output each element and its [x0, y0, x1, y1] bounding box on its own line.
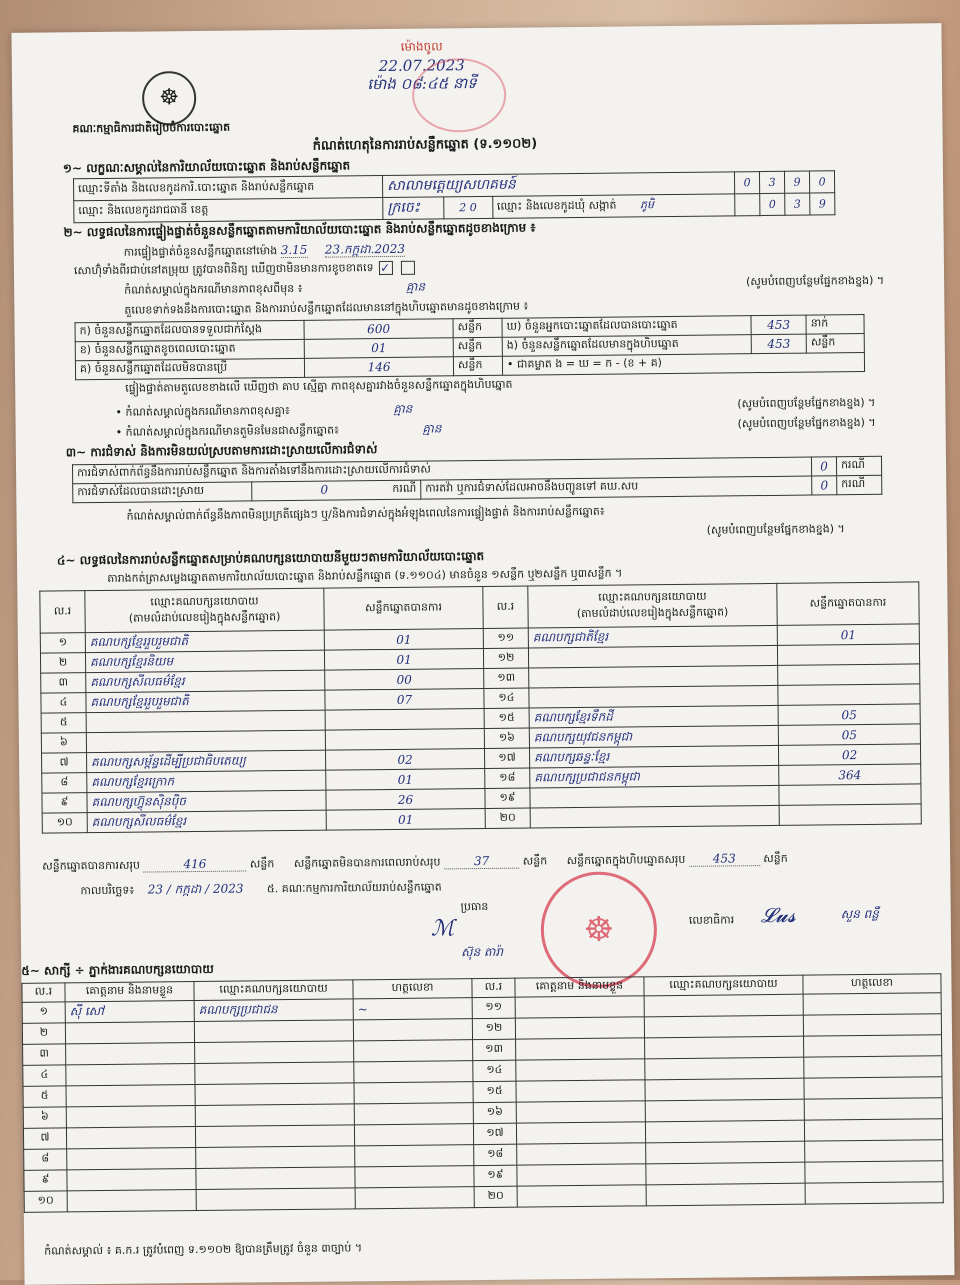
- witness-name: [516, 1080, 645, 1102]
- party-name: គណបក្សខ្មែរក្រោក: [87, 770, 326, 793]
- fig-e-unit: សន្លឹក: [806, 333, 864, 353]
- row-number: ២: [40, 653, 85, 673]
- witness-name: [67, 1148, 196, 1170]
- fig-c-unit: សន្លឹក: [453, 356, 502, 376]
- row-number: ១៧: [484, 748, 529, 768]
- witness-signature: [354, 1061, 473, 1083]
- party-votes: 01: [777, 624, 919, 645]
- row-number: ២០: [485, 808, 530, 828]
- col-party-sub: (តាមលំដាប់លេខរៀងក្នុងសន្លឹកឆ្នោត): [128, 609, 281, 625]
- bullet1-fill: (សូមបំពេញបន្ថែមផ្នែកខាងខ្នង) ។: [737, 395, 876, 411]
- commune-digit: 0: [760, 193, 785, 215]
- committee-label: ៥. គណៈកម្មការការិយាល័យរាប់សន្លឹកឆ្នោត: [266, 880, 442, 896]
- fig-d-label: ឃ) ចំនួនអ្នកបោះឆ្នោតដែលបានបោះឆ្នោត: [502, 316, 751, 338]
- row-number: ១៥: [484, 708, 529, 728]
- col-votes-right: សន្លឹកឆ្នោតបានការ: [777, 582, 919, 625]
- witness-name: [66, 1085, 195, 1107]
- col-party-title: ឈ្មោះគណបក្សនយោបាយ: [150, 593, 259, 608]
- party-name: គណបក្សខ្មែររួបរួមជាតិ: [85, 630, 324, 653]
- party-votes: 02: [778, 744, 920, 765]
- row-number: ៨: [42, 773, 87, 793]
- province-digit: 0: [469, 201, 477, 215]
- party-name: [530, 785, 779, 808]
- row-number: ៧: [23, 1128, 66, 1149]
- form-paper: [11, 23, 954, 1285]
- fig-e-label: ង) ចំនួនសន្លឹកឆ្នោតដែលមានក្នុងហិបឆ្នោត: [502, 335, 751, 357]
- obj-row2-value: [252, 480, 421, 501]
- witness-name: [516, 1122, 645, 1144]
- party-name: គណបក្សសីលធម៌ខ្មែរ: [86, 670, 325, 693]
- total-valid-label: សន្លឹកឆ្នោតបានការសរុប: [42, 858, 141, 873]
- witness-signature: [804, 1098, 942, 1120]
- fig-d-unit: នាក់: [806, 314, 864, 334]
- party-name: [86, 730, 325, 753]
- party-name: [528, 645, 777, 668]
- row-number: ៦: [23, 1107, 66, 1128]
- verify-time: 3.15: [280, 242, 308, 258]
- party-votes: 26: [326, 788, 485, 810]
- col-party: [85, 588, 324, 633]
- row1-value: សាលាមត្តេយ្យសហគមន៍: [382, 172, 734, 198]
- witness-signature: [804, 1077, 942, 1099]
- bullet1-label: • កំណត់សម្គាល់ក្នុងករណីមានភាពខុសគ្នា៖: [115, 404, 290, 419]
- col-no: ល.រ: [40, 591, 85, 633]
- w-col-sig: ហត្ថលេខា: [353, 979, 472, 999]
- witness-name: [516, 1101, 645, 1123]
- party-votes: 01: [326, 768, 485, 790]
- total-invalid: 37: [444, 854, 519, 870]
- obj-row1-value: 0: [812, 457, 837, 476]
- row-number: ៧: [42, 753, 87, 773]
- party-votes: [777, 644, 919, 665]
- row-number: ១៣: [473, 1039, 516, 1060]
- witness-party: [646, 1183, 805, 1206]
- top-seal: [412, 58, 507, 133]
- seal-center-icon: ☸: [583, 909, 615, 950]
- commune-digit: 3: [785, 193, 810, 215]
- party-name: គណបក្សខ្មែរនិយម: [85, 650, 324, 673]
- fig-formula: • ជាគម្លាត ង = ឃ = ក - (ខ + គ): [502, 352, 864, 375]
- row-number: ៩: [42, 793, 87, 813]
- witness-table: [21, 973, 943, 1213]
- obj-row1-label: ការជំទាស់ពាក់ព័ន្ធនឹងការរាប់សន្លឹកឆ្នោត និងការតាំងទៅនឹងការដោះស្រាយលើការជំទាស់: [72, 457, 811, 484]
- party-name: គណបក្សហ៊្វុនស៊ិនប៉ិច: [87, 790, 326, 813]
- commune-code-blank: [735, 194, 760, 216]
- bullet1-value: គ្មាន: [393, 401, 413, 416]
- stamp-line1: ម៉ោង​ចូល: [400, 39, 443, 54]
- row-number: ១៩: [485, 788, 530, 808]
- row-number: ១០: [24, 1191, 67, 1212]
- code-digit: 0: [734, 172, 759, 194]
- witness-name: [517, 1164, 646, 1186]
- party-votes: [778, 664, 920, 685]
- witness-signature: [805, 1182, 943, 1204]
- section1-table: [73, 170, 835, 223]
- witness-signature: [355, 1166, 474, 1188]
- total-box-label: សន្លឹកឆ្នោតក្នុងហិបឆ្នោតសរុប: [566, 852, 686, 868]
- party-votes: 07: [325, 688, 484, 710]
- witness-signature: [803, 1014, 941, 1036]
- fig-a-unit: សន្លឹក: [453, 318, 502, 338]
- w-col-name: គោត្តនាម និងនាមខ្លួន: [65, 982, 194, 1002]
- witness-signature: [803, 993, 941, 1015]
- compare-text: ផ្ទៀងផ្ទាត់តាមតួលេខខាងលើ ឃើញថា គាប ស្មើគ្នា ភាពខុសគ្នារវាងចំនួនសន្លឹកឆ្នោតក្នុងហិបឆ្នោត: [125, 377, 513, 395]
- w-col-party: ឈ្មោះគណបក្សនយោបាយ: [194, 980, 353, 1001]
- bullet2-label: • កំណត់សម្គាល់ក្នុងករណីមានតួមិនមែនជាសន្លឹកឆ្នោត៖: [115, 423, 339, 439]
- party-name: [529, 685, 778, 708]
- row-number: ១២: [472, 1018, 515, 1039]
- row-number: ៦: [41, 733, 86, 753]
- row-number: ១៩: [474, 1165, 517, 1186]
- commune-label: ឈ្មោះ និងលេខកូដឃុំ សង្កាត់: [496, 198, 617, 213]
- witness-party: [194, 1020, 353, 1043]
- witness-party: គណបក្សប្រជាជន: [194, 999, 353, 1022]
- obj-row2-unit2: ករណី: [837, 475, 882, 494]
- diff-note-value: គ្មាន: [405, 279, 426, 294]
- fig-a-label: ក) ចំនួនសន្លឹកឆ្នោតដែលបានទទួលជាក់ស្តែង: [75, 320, 304, 341]
- witness-signature: [804, 1056, 942, 1078]
- totals-line: [42, 849, 922, 875]
- witness-party: [195, 1104, 354, 1127]
- row-number: ១៨: [485, 768, 530, 788]
- col-party-title-right: ឈ្មោះគណបក្សនយោបាយ: [598, 589, 707, 604]
- row-number: ១១: [483, 628, 528, 648]
- dated-label: កាលបរិច្ឆេទ៖: [80, 883, 135, 898]
- col-party-sub-right: (តាមលំដាប់លេខរៀងក្នុងសន្លឹកឆ្នោត): [576, 604, 729, 620]
- witness-signature: [805, 1140, 943, 1162]
- commission-name: គណៈកម្មាធិការជាតិរៀបចំការបោះឆ្នោត: [72, 120, 231, 136]
- party-name: គណបក្សខ្មែររួបរួមជាតិ: [86, 690, 325, 713]
- witness-signature: [354, 1103, 473, 1125]
- row1-label: ឈ្មោះទីតាំង និងលេខកូដការិ.បោះឆ្នោត និងរាប់សន្លឹកឆ្នោត: [74, 176, 383, 201]
- col-party-right: [528, 583, 777, 628]
- witness-signature: [355, 1145, 474, 1167]
- row-number: ១៦: [473, 1102, 516, 1123]
- stamp-time: ម៉ោង ០៨:៤៥ នាទី: [367, 74, 477, 94]
- witness-party: [646, 1141, 805, 1164]
- obj-row1-unit: ករណី: [836, 456, 881, 475]
- footer-note: កំណត់សម្គាល់ ៖ គ.ក.រ ត្រូវបំពេញ ទ.១១០២ ឱ្យបានត្រឹមត្រូវ ចំនួន ៣ច្បាប់ ។: [44, 1241, 363, 1258]
- row-number: ១៦: [484, 728, 529, 748]
- commission-logo: ☸: [142, 71, 197, 126]
- witness-name: [66, 1043, 195, 1065]
- witness-party: [645, 1057, 804, 1080]
- code-digit: 3: [759, 171, 784, 193]
- witness-signature: [355, 1187, 474, 1209]
- witness-name: [67, 1190, 196, 1212]
- official-seal: [540, 871, 657, 988]
- verify-date: 23.កក្កដា.2023: [324, 241, 406, 257]
- party-name: គណបក្សសម្ព័ន្ធដើម្បីប្រជាធិបតេយ្យ: [87, 750, 326, 773]
- secretary-title: លេខាធិការ: [688, 913, 735, 927]
- row2-label2: [492, 194, 735, 219]
- witness-signature: [804, 1119, 942, 1141]
- witness-signature: [354, 1040, 473, 1062]
- section1-heading: ១~ លក្ខណៈសម្គាល់នៃការិយាល័យបោះឆ្នោត និងរាប់សន្លឹកឆ្នោត: [62, 158, 351, 176]
- witness-name: [516, 1038, 645, 1060]
- row-number: ១១: [472, 997, 515, 1018]
- row-number: ២: [22, 1023, 65, 1044]
- witness-name: [516, 1059, 645, 1081]
- w-col-no-r: ល.រ: [472, 978, 515, 997]
- fig-d-value: 453: [751, 315, 806, 335]
- row-number: ១៣: [484, 668, 529, 688]
- dated-value: 23 / កក្កដា / 2023: [147, 881, 244, 897]
- party-votes: [325, 728, 484, 750]
- fig-b-value: 01: [304, 338, 453, 359]
- party-votes: 05: [778, 724, 920, 745]
- witness-name: [515, 996, 644, 1018]
- row-number: ១០: [42, 813, 87, 833]
- fig-b-unit: សន្លឹក: [453, 337, 502, 357]
- w-col-name-r: គោត្តនាម និងនាមខ្លួន: [515, 977, 644, 997]
- fig-c-value: 146: [304, 357, 453, 378]
- w-col-party-r: ឈ្មោះគណបក្សនយោបាយ: [644, 975, 803, 996]
- row-number: ៣: [23, 1044, 66, 1065]
- stamp-date: 22.07.2023: [378, 56, 465, 76]
- witness-party: [195, 1125, 354, 1148]
- president-title: ប្រធាន: [460, 899, 489, 914]
- total-invalid-label: សន្លឹកឆ្នោតមិនបានការពេលរាប់សរុប: [293, 855, 441, 870]
- party-votes: 01: [324, 628, 483, 650]
- witness-signature: [805, 1161, 943, 1183]
- party-votes: [779, 804, 921, 825]
- col-votes: សន្លឹកឆ្នោតបានការ: [324, 586, 483, 630]
- witness-party: [196, 1146, 355, 1169]
- bullet2-fill: (សូមបំពេញបន្ថែមផ្នែកខាងខ្នង) ។: [737, 415, 876, 431]
- party-votes: 01: [326, 808, 485, 830]
- row-number: ៥: [23, 1086, 66, 1107]
- fig-e-value: 453: [751, 334, 806, 354]
- witness-signature: [354, 1124, 473, 1146]
- obj-row2-label: ការជំទាស់ដែលបានដោះស្រាយ: [73, 482, 252, 503]
- fig-a-value: 600: [304, 319, 453, 340]
- total-box-unit: សន្លឹក: [763, 851, 788, 866]
- row-number: ៤: [23, 1065, 66, 1086]
- row2-value: ក្រចេះ: [383, 197, 444, 220]
- witness-signature: ~: [353, 998, 472, 1020]
- total-valid-unit: សន្លឹក: [249, 857, 275, 871]
- section4-sub: តារាងកត់ត្រាសម្លេងឆ្នោតតាមការិយាល័យបោះឆ្នោត និងរាប់សន្លឹកឆ្នោត (ទ.១១០៤) មានចំនួន ១សន្លឹក ឬ២សន្លឹក ឬ៣សន្លឹក ។: [107, 566, 623, 585]
- form-title: កំណត់ហេតុនៃការរាប់សន្លឹកឆ្នោត (ទ.១១០២): [312, 136, 538, 154]
- row-number: ២០: [474, 1186, 517, 1207]
- verify-line-label: ការផ្ទៀងផ្ទាត់ចំនួនសន្លឹកឆ្នោតនៅម៉ោង: [123, 244, 278, 259]
- irregularity-note: កំណត់សម្គាល់ពាក់ព័ន្ធនឹងភាពមិនប្រក្រតីផ្សេងៗ ឬ/និងការជំទាស់ក្នុងអំឡុងពេលនៃការផ្ទៀងផ្ទាត់ និងការរាប់សន្លឹកឆ្នោត៖: [126, 504, 605, 523]
- party-name: [86, 710, 325, 733]
- witness-party: [195, 1041, 354, 1064]
- witness-name: សុី សៅ: [65, 1001, 194, 1023]
- secretary-name: សួន ពន្លឺ: [840, 906, 879, 922]
- witness-signature: [804, 1035, 942, 1057]
- witness-party: [646, 1162, 805, 1185]
- witness-party: [645, 1078, 804, 1101]
- section3-heading: ៣~ ការជំទាស់ និងការមិនយល់ស្របតាមការដោះស្រាយលើការជំទាស់: [65, 442, 378, 460]
- bullet2-value: គ្មាន: [422, 421, 442, 436]
- row-number: ៩: [24, 1170, 67, 1191]
- code-digit: 0: [809, 171, 834, 193]
- objection-table: [72, 456, 882, 503]
- fig-b-label: ខ) ចំនួនសន្លឹកឆ្នោតខូចពេលបោះឆ្នោត: [75, 339, 304, 360]
- figures-table: [75, 314, 866, 380]
- obj-row2-num: 0: [320, 482, 329, 497]
- fig-c-label: គ) ចំនួនសន្លឹកឆ្នោតដែលមិនបានប្រើ: [75, 358, 304, 379]
- results-table: [39, 581, 921, 833]
- row-number: ១៨: [474, 1144, 517, 1165]
- party-name: គណបក្សជាតិខ្មែរ: [528, 625, 777, 648]
- witness-name: [66, 1127, 195, 1149]
- w-col-no: ល.រ: [22, 983, 65, 1002]
- party-name: គណបក្សខ្មែរទឹកដី: [529, 705, 778, 728]
- president-name: ស៊ុន តារ៉ា: [461, 944, 504, 960]
- row-number: ១៤: [473, 1060, 516, 1081]
- party-name: គណបក្សយុវជនកម្ពុជា: [529, 725, 778, 748]
- witness-name: [65, 1022, 194, 1044]
- witness-name: [66, 1064, 195, 1086]
- party-votes: 364: [779, 764, 921, 785]
- witness-party: [645, 1120, 804, 1143]
- figures-intro: តួលេខទាក់ទងនឹងការបោះឆ្នោត និងការរាប់សន្លឹកឆ្នោតដែលមាននៅក្នុងហិបឆ្នោតមានដូចខាងក្រោម ៖: [124, 299, 529, 317]
- party-votes: [779, 784, 921, 805]
- obj-row2-value2: 0: [812, 476, 837, 495]
- witness-party: [645, 1099, 804, 1122]
- row2-label: ឈ្មោះ និងលេខកូដរាជធានី ខេត្ត: [74, 198, 383, 223]
- party-name: គណបក្សឆន្ទៈខ្មែរ: [529, 745, 778, 768]
- witness-signature: [354, 1082, 473, 1104]
- witness-party: [644, 994, 803, 1017]
- row-number: ១: [40, 633, 85, 653]
- irregularity-fill: (សូមបំពេញបន្ថែមផ្នែកខាងខ្នង) ។: [706, 522, 845, 537]
- party-name: [530, 805, 779, 828]
- party-name: [529, 665, 778, 688]
- row-number: ៤: [41, 693, 86, 713]
- party-votes: 00: [325, 668, 484, 690]
- col-no-right: ល.រ: [483, 586, 528, 628]
- party-votes: 05: [778, 704, 920, 725]
- province-digit: 2: [459, 201, 467, 215]
- section2-heading: ២~ លទ្ធផលនៃការផ្ទៀងផ្ទាត់ចំនួនសន្លឹកឆ្នោតតាមការិយាល័យបោះឆ្នោត និងរាប់សន្លឹកឆ្នោតដូចខាងក្រោម ៖: [63, 220, 536, 240]
- party-name: គណបក្សប្រជាជនកម្ពុជា: [530, 765, 779, 788]
- witness-name: [66, 1106, 195, 1128]
- no-checkbox[interactable]: [401, 261, 415, 275]
- witness-name: [515, 1017, 644, 1039]
- yes-checkbox[interactable]: ✓: [379, 261, 393, 275]
- party-votes: [325, 708, 484, 730]
- witness-party: [195, 1062, 354, 1085]
- total-valid: 416: [143, 856, 246, 872]
- party-votes: [778, 684, 920, 705]
- row-number: ១២: [483, 648, 528, 668]
- witness-party: [645, 1036, 804, 1059]
- witness-party: [196, 1188, 355, 1211]
- obj-row2-label2: ការតវ៉ា ឬការជំទាស់ដែលអាចនឹងបញ្ជូនទៅ គឃ.សប: [421, 476, 812, 499]
- diff-note-label: កំណត់សម្គាល់ក្នុងករណីមានភាពខុសពីមុន ៖: [124, 281, 303, 297]
- witness-body: [22, 993, 943, 1213]
- commune-value: ភូមិ: [639, 197, 655, 211]
- witness-party: [195, 1083, 354, 1106]
- total-invalid-unit: សន្លឹក: [522, 854, 548, 868]
- secretary-signature: 𝓛𝓾𝓼: [760, 902, 796, 928]
- commune-digit: 9: [810, 193, 835, 215]
- witness-signature: [353, 1019, 472, 1041]
- row-number: ១៤: [484, 688, 529, 708]
- diff-fill-note: (សូមបំពេញបន្ថែមផ្នែកខាងខ្នង) ។: [746, 273, 885, 289]
- witness-name: [517, 1185, 646, 1207]
- results-body: [40, 624, 921, 833]
- witness-name: [517, 1143, 646, 1165]
- witness-party: [196, 1167, 355, 1190]
- dated-line: [80, 878, 441, 900]
- lock-note: សោហ៊ុំទាំងពីរជាប់នៅតម្រុយ ត្រូវបានពិនិត្យ ឃើញថាមិនមានការខូចខាតទេ: [73, 261, 374, 278]
- w-col-sig-r: ហត្ថលេខា: [803, 974, 941, 994]
- row-number: ១: [22, 1002, 65, 1023]
- total-box: 453: [689, 851, 760, 867]
- party-votes: 02: [325, 748, 484, 770]
- compare-line: [125, 378, 512, 398]
- code-digit: 9: [784, 171, 809, 193]
- section5-heading: ៥~ សាក្សី ÷ ភ្នាក់ងារគណបក្សនយោបាយ: [21, 961, 214, 978]
- province-code: [443, 196, 492, 219]
- section4-heading: ៤~ លទ្ធផលនៃការរាប់សន្លឹកឆ្នោតសម្រាប់គណបក្សនយោបាយនីមួយៗតាមការិយាល័យបោះឆ្នោត: [56, 548, 485, 568]
- witness-name: [67, 1169, 196, 1191]
- obj-row2-unit: ករណី: [392, 481, 417, 495]
- row-number: ១៧: [473, 1123, 516, 1144]
- row-number: ១៥: [473, 1081, 516, 1102]
- row-number: ៣: [41, 673, 86, 693]
- row-number: ៥: [41, 713, 86, 733]
- party-votes: 01: [324, 648, 483, 670]
- president-signature: ℳ: [430, 916, 455, 942]
- row-number: ៨: [24, 1149, 67, 1170]
- witness-party: [644, 1015, 803, 1038]
- party-name: គណបក្សសីលធម៌ខ្មែរ: [87, 810, 326, 833]
